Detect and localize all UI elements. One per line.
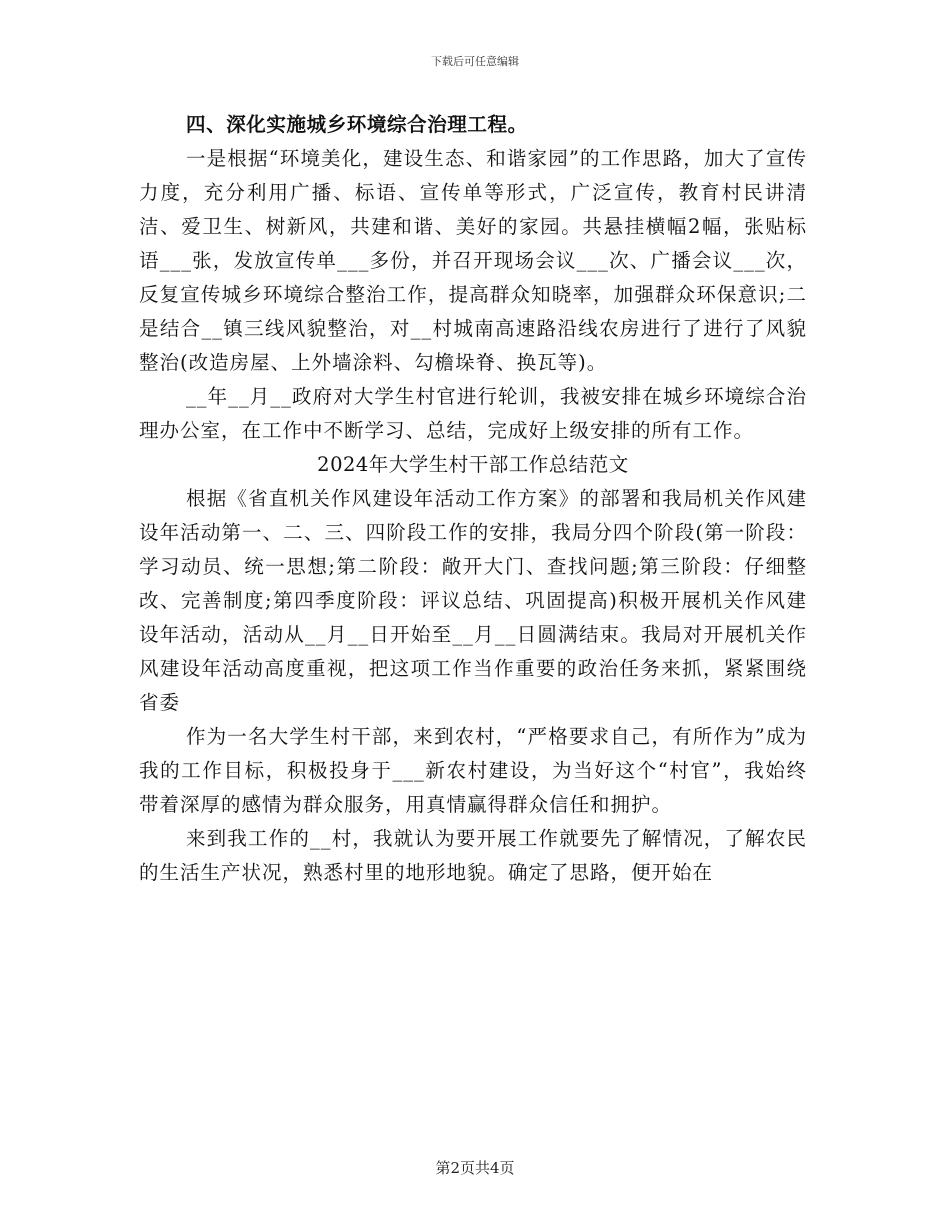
- paragraph: 一是根据“环境美化，建设生态、和谐家园”的工作思路，加大了宣传力度，充分利用广播、标语、宣传单等形式，广泛宣传，教育村民讲清洁、爱卫生、树新风，共建和谐、美好的家园。共悬挂横幅2幅，张贴标语___张，发放宣传单___多份，并召开现场会议___次、广播会议___次，反复宣传城乡环境综合整治工作，提高群众知晓率，加强群众环保意识;二是结合__镇三线风貌整治，对__村城南高速路沿线农房进行了进行了风貌整治(改造房屋、上外墙涂料、勾檐垛脊、换瓦等)。: [139, 147, 807, 374]
- page-header-note: 下载后可任意编辑: [431, 55, 519, 68]
- paragraph: 来到我工作的__村，我就认为要开展工作就要先了解情况，了解农民的生活生产状况，熟悉村里的地形地貌。确定了思路，便开始在: [139, 827, 807, 884]
- article-title: 2024年大学生村干部工作总结范文: [317, 453, 629, 476]
- paragraph: 根据《省直机关作风建设年活动工作方案》的部署和我局机关作风建设年活动第一、二、三、四阶段工作的安排，我局分四个阶段(第一阶段：学习动员、统一思想;第二阶段：敞开大门、查找问题;第三阶段：仔细整改、完善制度;第四季度阶段：评议总结、巩固提高)积极开展机关作风建设年活动，活动从__月__日开始至__月__日圆满结束。我局对开展机关作风建设年活动高度重视，把这项工作当作重要的政治任务来抓，紧紧围绕省委: [139, 487, 807, 714]
- section-heading: 四、深化实施城乡环境综合治理工程。: [186, 113, 528, 136]
- paragraph: __年__月__政府对大学生村官进行轮训，我被安排在城乡环境综合治理办公室，在工作中不断学习、总结，完成好上级安排的所有工作。: [139, 385, 807, 442]
- page-number-footer: 第2页共4页: [435, 1159, 515, 1177]
- document-body: [139, 108, 807, 890]
- paragraph: 作为一名大学生村干部，来到农村，“严格要求自己，有所作为”成为我的工作目标，积极投身于___新农村建设，为当好这个“村官”，我始终带着深厚的感情为群众服务，用真情赢得群众信任和拥护。: [139, 725, 807, 816]
